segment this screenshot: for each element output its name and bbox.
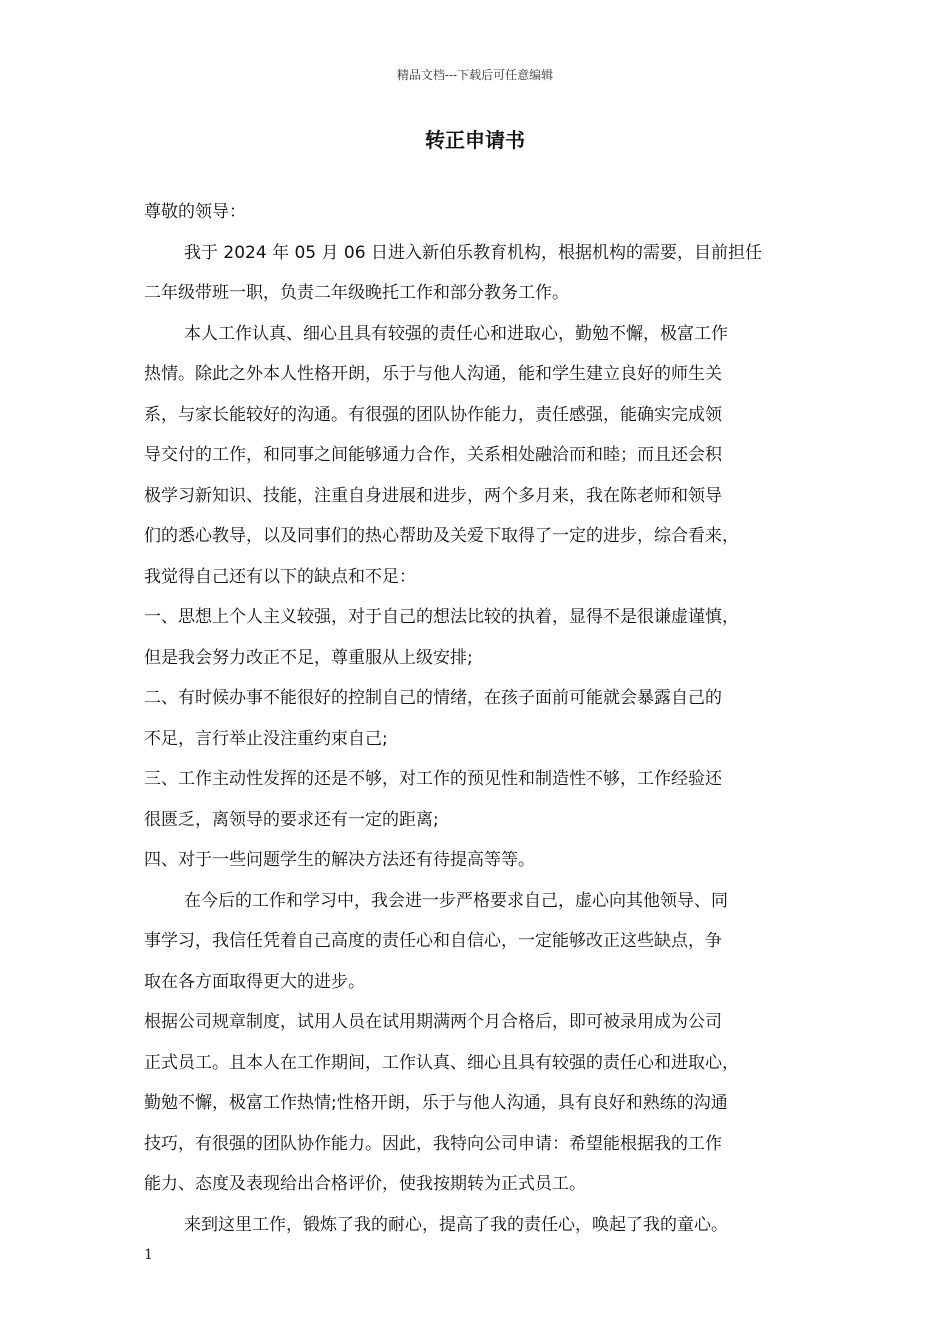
paragraph-line: 本人工作认真、细心且具有较强的责任心和进取心，勤勉不懈，极富工作 xyxy=(184,323,728,344)
list-item-line: 四、对于一些问题学生的解决方法还有待提高等等。 xyxy=(144,850,535,870)
paragraph-line: 们的悉心教导，以及同事们的热心帮助及关爱下取得了一定的进步，综合看来， xyxy=(144,526,739,546)
paragraph-line: 来到这里工作，锻炼了我的耐心，提高了我的责任心，唤起了我的童心。 xyxy=(184,1214,728,1235)
paragraph-line: 系，与家长能较好的沟通。有很强的团队协作能力，责任感强，能确实完成领 xyxy=(144,404,722,425)
paragraph-line: 能力、态度及表现给出合格评价，使我按期转为正式员工。 xyxy=(144,1174,586,1194)
document-title: 转正申请书 xyxy=(425,128,525,152)
list-item-line: 但是我会努力改正不足，尊重服从上级安排; xyxy=(144,647,473,668)
paragraph-line: 极学习新知识、技能，注重自身进展和进步，两个多月来，我在陈老师和领导 xyxy=(144,485,722,506)
document-body xyxy=(144,192,816,1245)
paragraph-line: 我觉得自己还有以下的缺点和不足： xyxy=(144,566,416,587)
paragraph-line: 我于 2024 年 05 月 06 日进入新伯乐教育机构，根据机构的需要，目前担任 xyxy=(184,242,762,263)
list-item-line: 不足，言行举止没注重约束自己; xyxy=(144,728,388,749)
paragraph-line: 事学习，我信任凭着自己高度的责任心和自信心，一定能够改正这些缺点，争 xyxy=(144,931,722,951)
paragraph-line: 热情。除此之外本人性格开朗，乐于与他人沟通，能和学生建立良好的师生关 xyxy=(144,364,722,384)
page-number: 1 xyxy=(144,1247,153,1263)
paragraph-line: 在今后的工作和学习中，我会进一步严格要求自己，虚心向其他领导、同 xyxy=(184,890,728,911)
header-note: 精品文档---下载后可任意编辑 xyxy=(396,68,554,82)
paragraph-line: 导交付的工作，和同事之间能够通力合作，关系相处融洽而和睦；而且还会积 xyxy=(144,445,722,465)
salutation-line: 尊敬的领导： xyxy=(144,202,246,222)
paragraph-line: 二年级带班一职，负责二年级晚托工作和部分教务工作。 xyxy=(144,283,569,303)
list-item-line: 三、工作主动性发挥的还是不够，对工作的预见性和制造性不够，工作经验还 xyxy=(144,769,722,789)
paragraph-line: 取在各方面取得更大的进步。 xyxy=(144,971,365,992)
list-item-line: 二、有时候办事不能很好的控制自己的情绪，在孩子面前可能就会暴露自己的 xyxy=(144,688,722,708)
paragraph-line: 正式员工。且本人在工作期间，工作认真、细心且具有较强的责任心和进取心， xyxy=(144,1052,739,1073)
list-item-line: 一、思想上个人主义较强，对于自己的想法比较的执着，显得不是很谦虚谨慎， xyxy=(144,607,739,627)
paragraph-line: 勤勉不懈，极富工作热情;性格开朗，乐于与他人沟通，具有良好和熟练的沟通 xyxy=(144,1093,728,1113)
list-item-line: 很匮乏，离领导的要求还有一定的距离; xyxy=(144,809,439,830)
paragraph-line: 技巧，有很强的团队协作能力。因此，我特向公司申请：希望能根据我的工作 xyxy=(144,1133,722,1154)
paragraph-line: 根据公司规章制度，试用人员在试用期满两个月合格后，即可被录用成为公司 xyxy=(144,1012,722,1032)
